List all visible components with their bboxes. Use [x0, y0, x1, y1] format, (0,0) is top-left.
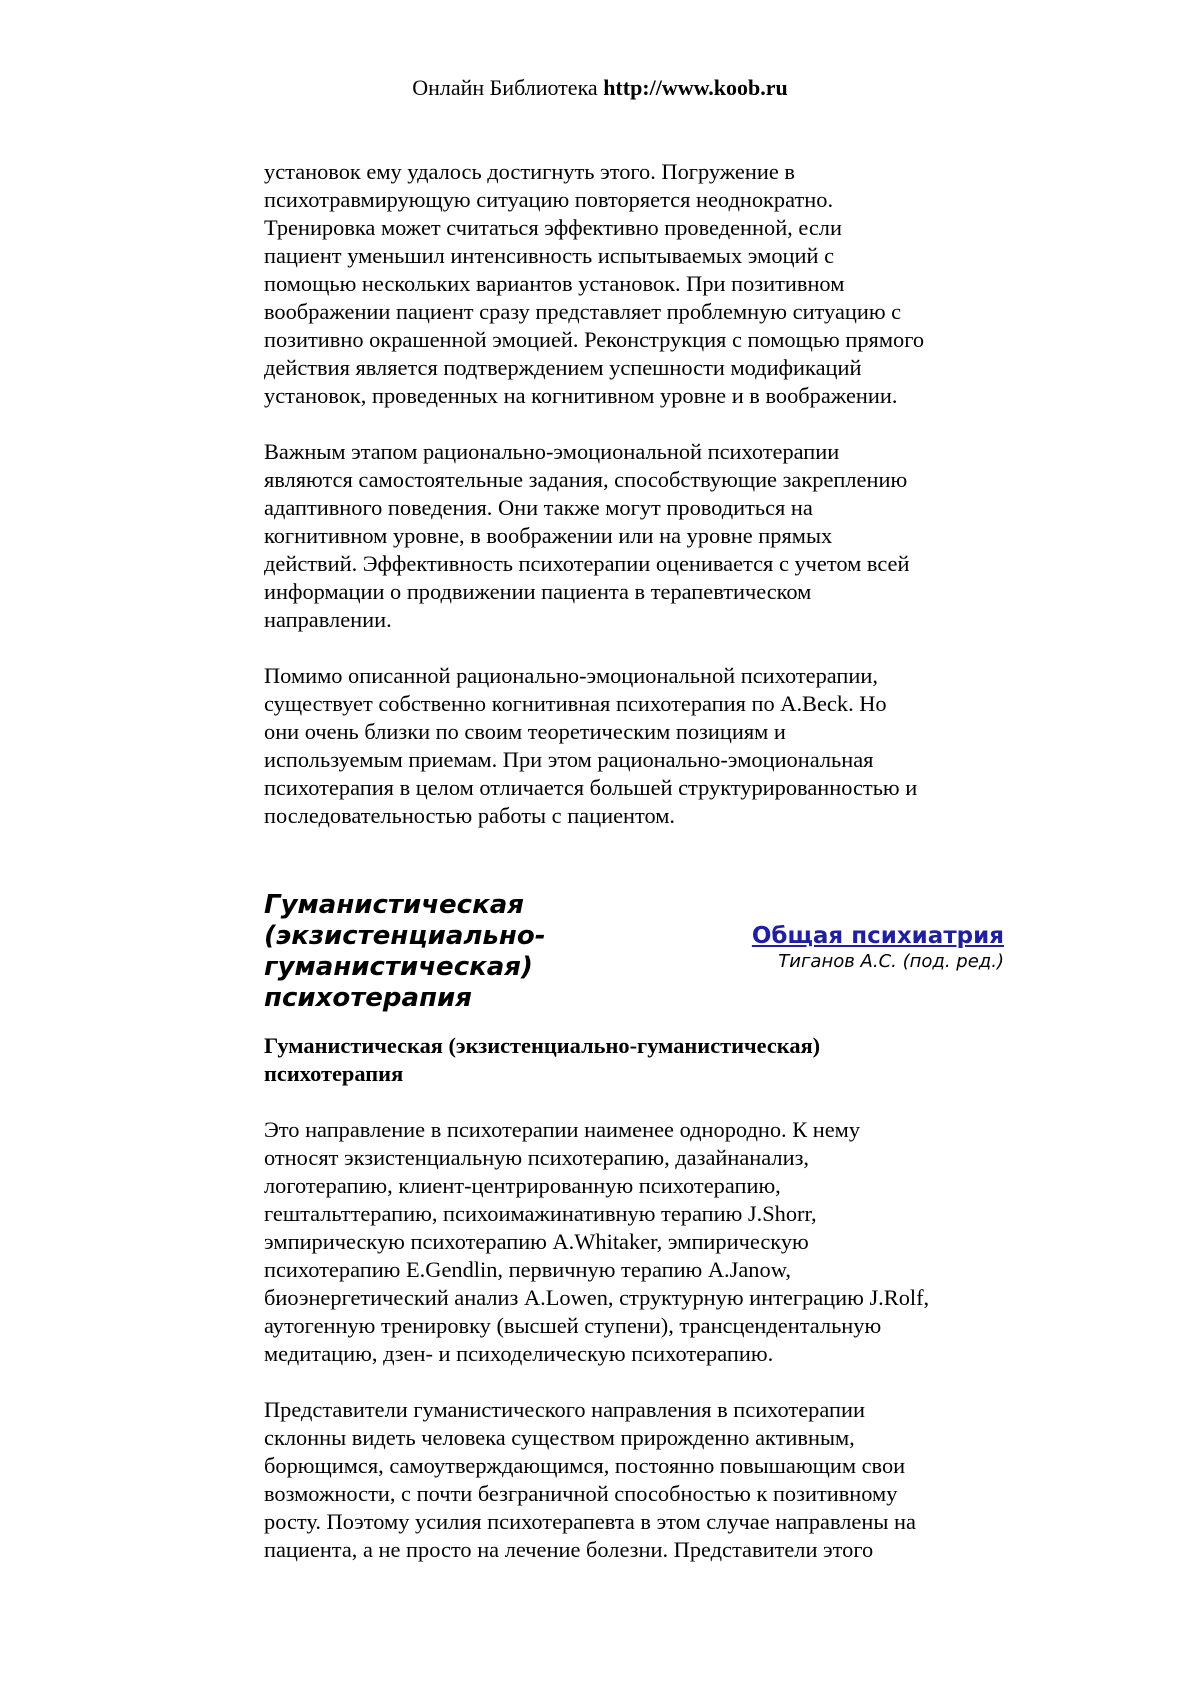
section-header	[264, 886, 1004, 1022]
paragraph-1: установок ему удалось достигнуть этого. Погружение в психотравмирующую ситуацию повторяется неоднократно. Тренировка может считаться эффективно проведенной, если пациент уменьшил интенсивность испытываемых эмоций с помощью нескольких вариантов установок. При позитивном воображении пациент сразу представляет проблемную ситуацию с позитивно окрашенной эмоцией. Реконструкция с помощью прямого действия является подтверждением успешности модификаций установок, проведенных на когнитивном уровне и в воображении.	[264, 159, 925, 408]
book-reference	[752, 922, 1004, 974]
section-title: Гуманистическая (экзистенциально- гуманистическая) психотерапия	[264, 890, 546, 1013]
paragraph-4: Это направление в психотерапии наименее однородно. К нему относят экзистенциальную психотерапию, дазайнанализ, логотерапию, клиент-центрированную психотерапию, гештальттерапию, психоимажинативную терапию J.Shorr, эмпирическую психотерапию A.Whitaker, эмпирическую психотерапию E.Gendlin, первичную терапию A.Janow, биоэнергетический анализ A.Lowen, структурную интеграцию J.Rolf, аутогенную тренировку (высшей ступени), трансцендентальную медитацию, дзен- и психоделическую психотерапию.	[264, 1117, 930, 1366]
header-url: http://www.koob.ru	[603, 75, 788, 100]
paragraph-5: Представители гуманистического направления в психотерапии склонны видеть человека существом прирожденно активным, борющимся, самоутверждающимся, постоянно повышающим свои возможности, с почти безграничной способностью к позитивному росту. Поэтому усилия психотерапевта в этом случае направлены на пациента, а не просто на лечение болезни. Представители этого	[264, 1397, 916, 1562]
section-subheading: Гуманистическая (экзистенциально-гуманистическая) психотерапия	[264, 1033, 821, 1086]
book-link[interactable]: Общая психиатрия	[751, 923, 1004, 949]
book-author: Тиганов А.С. (под. ред.)	[778, 951, 1004, 972]
header-prefix: Онлайн Библиотека	[412, 75, 604, 100]
paragraph-3: Помимо описанной рационально-эмоциональной психотерапии, существует собственно когнитивная психотерапия по A.Beck. Но они очень близки по своим теоретическим позициям и используемым приемам. При этом рационально-эмоциональная психотерапия в целом отличается большей структурированностью и последовательностью работы с пациентом.	[264, 663, 918, 828]
document-body	[264, 158, 1004, 1592]
paragraph-2: Важным этапом рационально-эмоциональной психотерапии являются самостоятельные задания, способствующие закреплению адаптивного поведения. Они также могут проводиться на когнитивном уровне, в воображении или на уровне прямых действий. Эффективность психотерапии оценивается с учетом всей информации о продвижении пациента в терапевтическом направлении.	[264, 439, 910, 632]
page-header	[0, 74, 1200, 102]
